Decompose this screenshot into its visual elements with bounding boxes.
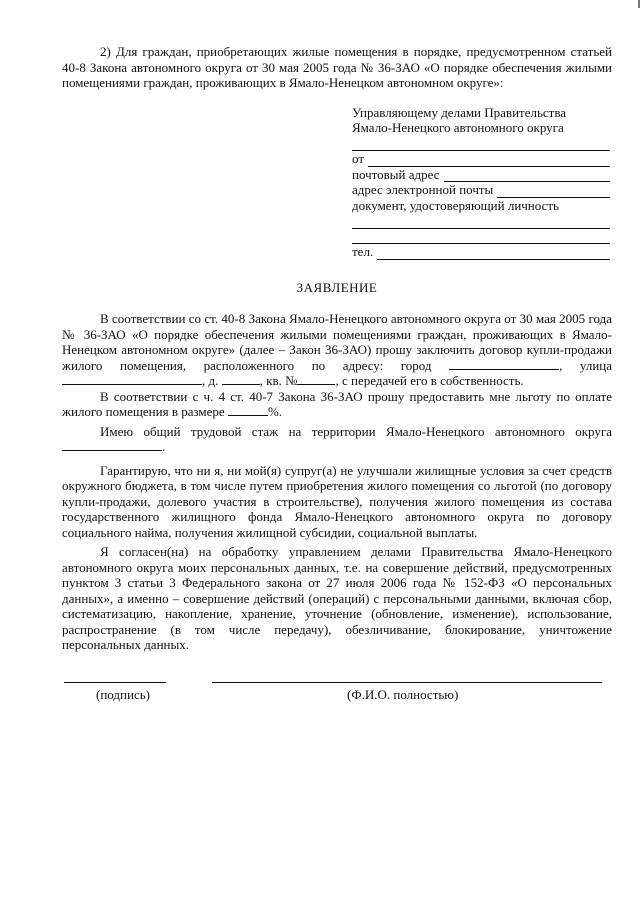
signature-block <box>62 682 612 712</box>
phone-row <box>352 244 610 260</box>
full-name-caption: (Ф.И.О. полностью) <box>347 687 459 702</box>
addressee-block <box>352 105 610 260</box>
email-field[interactable] <box>497 186 610 198</box>
from-label: от <box>352 151 365 166</box>
intro-paragraph: 2) Для граждан, приобретающих жилые помещения в порядке, предусмотренном статьей 40-8 Закона автономного округа от 30 мая 2005 года № 36-ЗАО «О порядке обеспечения жилыми помещениями граждан, проживающих в Ямало-Ненецком автономном округе»: <box>62 44 612 90</box>
city-field[interactable] <box>449 358 559 370</box>
paragraph-payment-benefit <box>62 389 612 420</box>
street-label: , улица <box>559 357 613 373</box>
apartment-field[interactable] <box>297 373 335 385</box>
postal-address-label: почтовый адрес <box>352 166 440 182</box>
id-document-label: документ, удостоверяющий личность <box>352 197 559 213</box>
id-document-row <box>352 198 610 214</box>
purchase-request-text: В соответствии со ст. 40-8 Закона Ямало-Ненецкого автономного округа от 30 мая 2005 года № 36-ЗАО «О порядке обеспечения жилыми помещениями граждан, проживающих в Ямало-Ненецком автономном округе» (далее – Закон 36-ЗАО) прошу заключить договор купли-продажи жилого помещения, расположенного по адресу: город <box>62 311 612 373</box>
phone-label: тел. <box>352 244 374 259</box>
postal-address-row <box>352 167 610 183</box>
payment-benefit-text: В соответствии с ч. 4 ст. 40-7 Закона 36-ЗАО прошу предоставить мне льготу по оплате жилого помещения в размере <box>62 388 612 419</box>
paragraph-work-experience: Имею общий трудовой стаж на территории Ямало-Ненецкого автономного округа . <box>62 424 612 455</box>
house-field[interactable] <box>222 373 260 385</box>
application-form <box>62 44 612 653</box>
ownership-text: , с передачей его в собственность. <box>335 373 524 388</box>
from-row <box>352 151 610 167</box>
house-label: , д. <box>202 373 219 388</box>
from-field[interactable] <box>368 155 610 167</box>
phone-field[interactable] <box>377 248 610 260</box>
addressee-line-1: Управляющему делами Правительства <box>352 104 567 120</box>
email-row <box>352 182 610 198</box>
paragraph-guarantee: Гарантирую, что ни я, ни мой(я) супруг(а) не улучшали жилищные условия за счет средств окружного бюджета, в том числе путем приобретения жилого помещения со льготой (по договору купли-продажи, долевого участия в строительстве), получения жилого помещения из состава государственного жилищного фонда Ямало-Ненецкого автономного округа по договору социального найма, получения жилищной субсидии, социальной выплаты. <box>62 462 612 540</box>
addressee-blank-row <box>352 136 610 152</box>
id-document-field-2[interactable] <box>352 232 610 244</box>
percent-suffix: %. <box>267 404 283 419</box>
street-field[interactable] <box>62 373 202 385</box>
postal-address-field[interactable] <box>444 170 611 182</box>
signature-caption: (подпись) <box>96 687 150 702</box>
benefit-percent-field[interactable] <box>228 404 268 416</box>
paragraph-purchase-request <box>62 311 612 389</box>
apartment-label: , кв. № <box>259 373 298 388</box>
full-name-line[interactable] <box>212 682 602 683</box>
work-experience-text: Имею общий трудовой стаж на территории Ямало-Ненецкого автономного округа <box>100 423 612 439</box>
id-document-blank-row-2 <box>352 229 610 245</box>
work-experience-field[interactable] <box>62 439 162 451</box>
signature-line[interactable] <box>64 682 166 683</box>
id-document-field-1[interactable] <box>352 217 610 229</box>
addressee-blank-line[interactable] <box>352 139 610 151</box>
id-document-blank-row-1 <box>352 213 610 229</box>
document-title: ЗАЯВЛЕНИЕ <box>296 279 378 295</box>
email-label: адрес электронной почты <box>352 182 494 197</box>
addressee-line-2: Ямало-Ненецкого автономного округа <box>352 120 564 135</box>
paragraph-data-consent: Я согласен(на) на обработку управлением делами Правительства Ямало-Ненецкого автономного округа моих персональных данных, т.е. на совершение действий, предусмотренных пунктом 3 статьи 3 Федерального закона от 27 июля 2006 года № 152-ФЗ «О персональных данных», а именно – совершение действий (операций) с персональными данными, включая сбор, систематизацию, накопление, хранение, уточнение (обновление, изменение), использование, распространение (в том числе передачу), обезличивание, блокирование, уничтожение персональных данных. <box>62 544 612 652</box>
